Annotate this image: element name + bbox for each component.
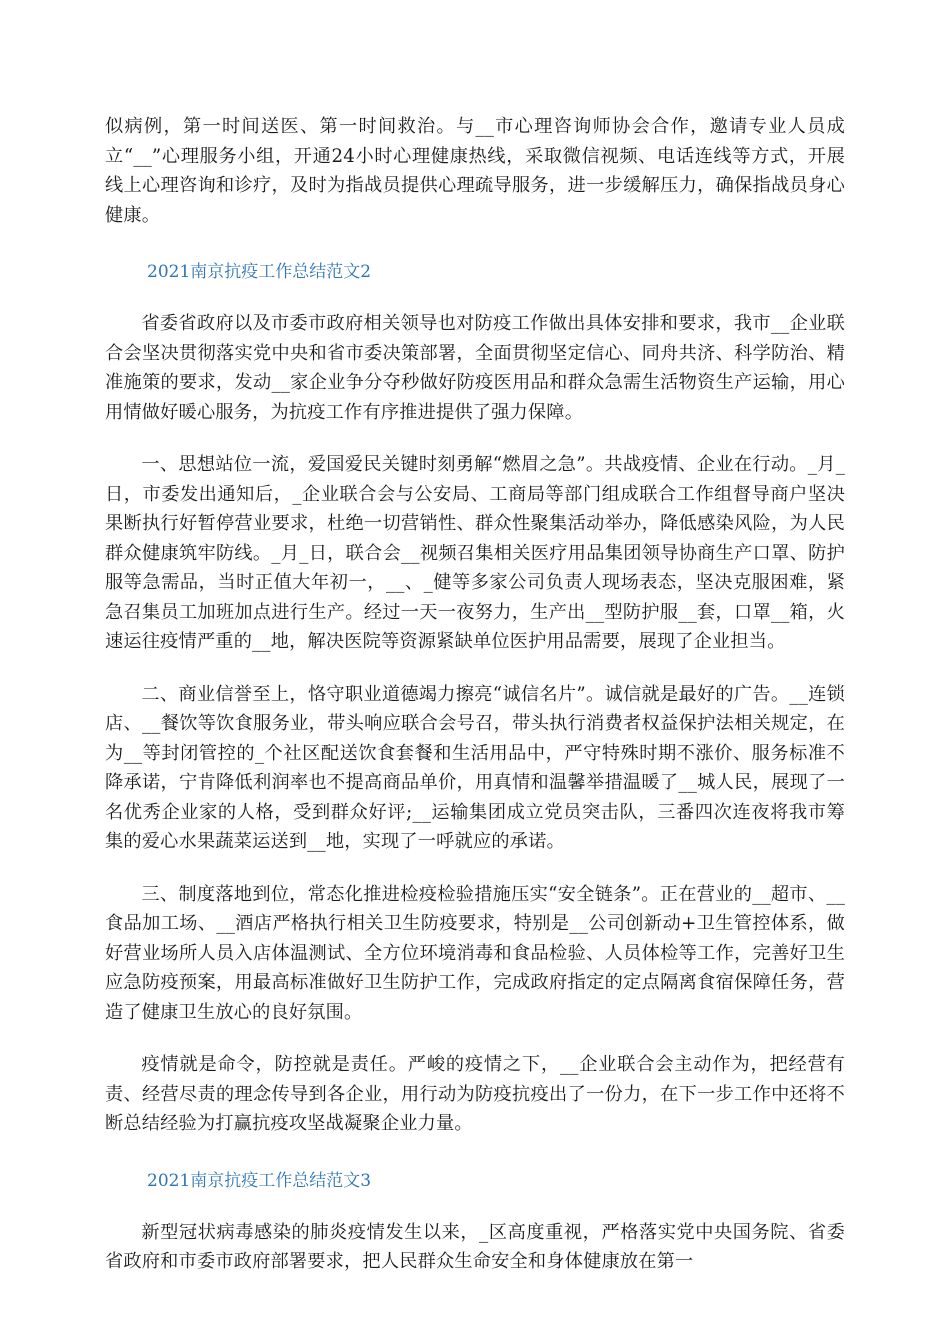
paragraph-point-2: 二、商业信誉至上，恪守职业道德竭力擦亮“诚信名片”。诚信就是最好的广告。__连锁店、__餐饮等饮食服务业，带头响应联合会号召，带头执行消费者权益保护法相关规定，在为__等封闭管控的_个社区配送饮食套餐和生活用品中，严守特殊时期不涨价、服务标准不降承诺，宁肯降低利润率也不提高商品单价，用真情和温馨举措温暖了__城人民，展现了一名优秀企业家的人格，受到群众好评;__运输集团成立党员突击队，三番四次连夜将我市筹集的爱心水果蔬菜运送到__地，实现了一呼就应的承诺。 (105, 683, 845, 852)
paragraph-section-3-start: 新型冠状病毒感染的肺炎疫情发生以来，_区高度重视，严格落实党中央国务院、省委省政府和市委市政府部署要求，把人民群众生命安全和身体健康放在第一 (105, 1221, 845, 1272)
section-heading-2: 2021南京抗疫工作总结范文2 (147, 262, 372, 282)
paragraph-continued: 似病例，第一时间送医、第一时间救治。与__市心理咨询师协会合作，邀请专业人员成立“__”心理服务小组，开通24小时心理健康热线，采取微信视频、电话连线等方式，开展线上心理咨询和诊疗，及时为指战员提供心理疏导服务，进一步缓解压力，确保指战员身心健康。 (105, 116, 845, 226)
paragraph-intro: 省委省政府以及市委市政府相关领导也对防疫工作做出具体安排和要求，我市__企业联合会坚决贯彻落实党中央和省市委决策部署，全面贯彻坚定信心、同舟共济、科学防治、精准施策的要求，发动__家企业争分夺秒做好防疫医用品和群众急需生活物资生产运输，用心用情做好暖心服务，为抗疫工作有序推进提供了强力保障。 (105, 313, 845, 423)
document-body (105, 112, 845, 1277)
section-heading-3: 2021南京抗疫工作总结范文3 (147, 1170, 372, 1191)
paragraph-point-3: 三、制度落地到位，常态化推进检疫检验措施压实“安全链条”。正在营业的__超市、__食品加工场、__酒店严格执行相关卫生防疫要求，特别是__公司创新动+卫生管控体系，做好营业场所人员入店体温测试、全方位环境消毒和食品检验、人员体检等工作，完善好卫生应急防疫预案，用最高标准做好卫生防护工作，完成政府指定的定点隔离食宿保障任务，营造了健康卫生放心的良好氛围。 (105, 883, 845, 1023)
paragraph-conclusion: 疫情就是命令，防控就是责任。严峻的疫情之下，__企业联合会主动作为，把经营有责、经营尽责的理念传导到各企业，用行动为防疫抗疫出了一份力，在下一步工作中还将不断总结经验为打赢抗疫攻坚战凝聚企业力量。 (105, 1054, 845, 1134)
paragraph-point-1: 一、思想站位一流，爱国爱民关键时刻勇解“燃眉之急”。共战疫情、企业在行动。_月_日，市委发出通知后，_企业联合会与公安局、工商局等部门组成联合工作组督导商户坚决果断执行好暂停营业要求，杜绝一切营销性、群众性聚集活动举办，降低感染风险，为人民群众健康筑牢防线。_月_日，联合会__视频召集相关医疗用品集团领导协商生产口罩、防护服等急需品，当时正值大年初一，__、_健等多家公司负责人现场表态，坚决克服困难，紧急召集员工加班加点进行生产。经过一天一夜努力，生产出__型防护服__套，口罩__箱，火速运往疫情严重的__地，解决医院等资源紧缺单位医护用品需要，展现了企业担当。 (105, 454, 845, 652)
